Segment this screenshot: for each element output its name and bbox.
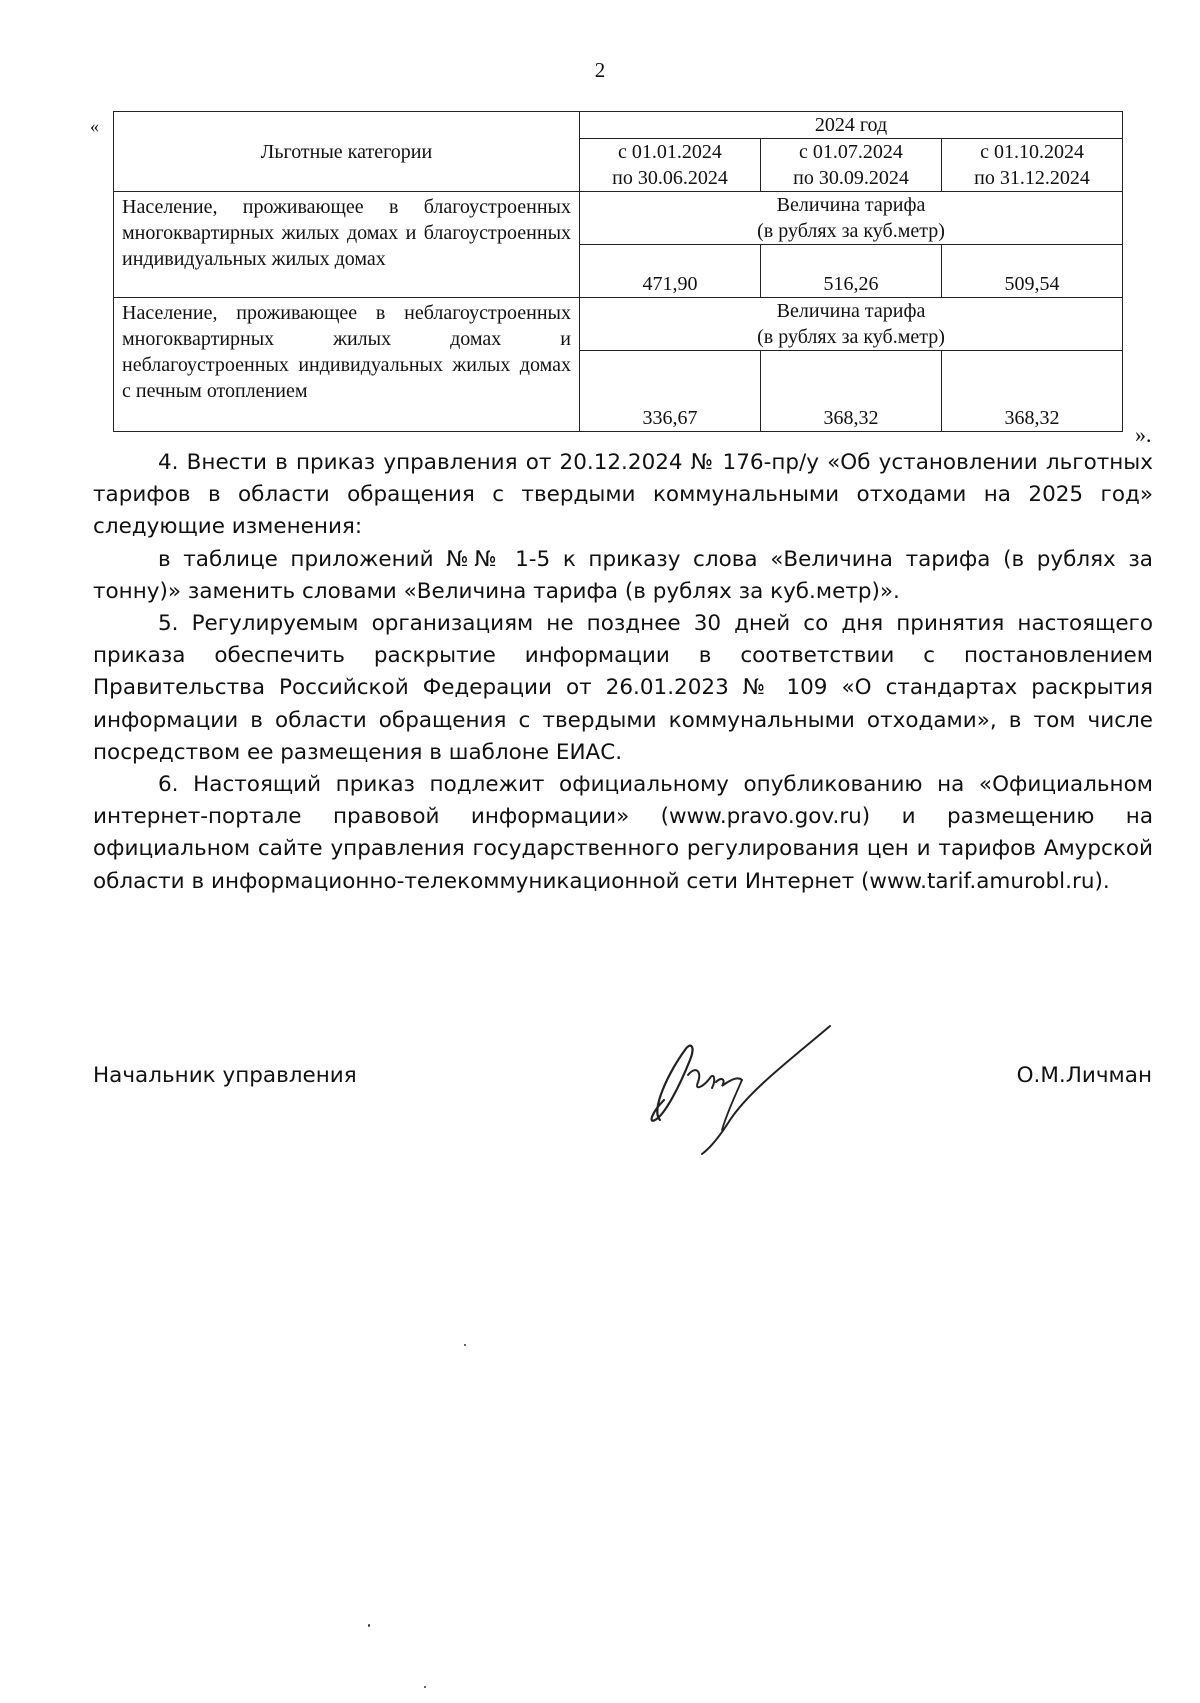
period-from: с 01.01.2024: [618, 141, 722, 163]
signatory-name: О.М.Личман: [1016, 1063, 1152, 1088]
paragraph-5: 5. Регулируемым организациям не позднее 30 дней со дня принятия настоящего приказа обеспечить раскрытие информации в соответствии с постановлением Правительства Российской Федерации от 26.01.2023 № 109 «О стандартах раскрытия информации в области обращения с твердыми коммунальными отходами», в том числе посредством ее размещения в шаблоне ЕИАС.: [93, 611, 1153, 765]
opening-quote: «: [90, 116, 99, 136]
handwritten-signature: [630, 1020, 840, 1160]
period-header-3: [942, 139, 1123, 192]
tariff-unit-line2: (в рублях за куб.метр): [757, 326, 945, 348]
period-to: по 31.12.2024: [974, 167, 1090, 189]
scan-speck: [424, 1686, 426, 1688]
paragraph-4-amendment: в таблице приложений №№ 1-5 к приказу слова «Величина тарифа (в рублях за тонну)» заменить словами «Величина тарифа (в рублях за куб.метр)».: [93, 546, 1153, 604]
period-from: с 01.10.2024: [980, 141, 1084, 163]
period-from: с 01.07.2024: [799, 141, 903, 163]
period-header-2: [761, 139, 942, 192]
tariff-unit-label: [580, 298, 1123, 351]
paragraph-4: 4. Внести в приказ управления от 20.12.2024 № 176-пр/у «Об установлении льготных тарифов в области обращения с твердыми коммунальными отходами на 2025 год» следующие изменения:: [93, 450, 1153, 540]
period-header-1: [580, 139, 761, 192]
category-header: Льготные категории: [114, 112, 580, 192]
order-body: [93, 447, 1153, 898]
tariff-unit-label: [580, 192, 1123, 245]
tariff-value: 509,54: [942, 245, 1123, 298]
tariff-value: 336,67: [580, 351, 761, 432]
scan-speck: [368, 1624, 370, 1627]
tariff-unit-line1: Величина тарифа: [776, 194, 926, 216]
paragraph-6: 6. Настоящий приказ подлежит официальному опубликованию на «Официальном интернет-портале правовой информации» (www.pravo.gov.ru) и размещению на официальном сайте управления государственного регулирования цен и тарифов Амурской области в информационно-телекоммуникационной сети Интернет (www.tarif.amurobl.ru).: [93, 772, 1153, 894]
tariff-value: 368,32: [942, 351, 1123, 432]
table-row-category: Население, проживающее в неблагоустроенных многоквартирных жилых домах и неблагоустроенных индивидуальных жилых домах с печным отоплением: [114, 298, 580, 432]
tariff-value: 471,90: [580, 245, 761, 298]
scan-speck: [464, 1344, 466, 1346]
signatory-title: Начальник управления: [93, 1063, 357, 1088]
page-number: 2: [594, 58, 606, 82]
closing-quote: ».: [1135, 422, 1152, 447]
tariff-unit-line2: (в рублях за куб.метр): [757, 220, 945, 242]
tariff-table: [113, 111, 1123, 432]
table-row-category: Население, проживающее в благоустроенных многоквартирных жилых домах и благоустроенных индивидуальных жилых домах: [114, 192, 580, 298]
period-to: по 30.06.2024: [612, 167, 728, 189]
period-to: по 30.09.2024: [793, 167, 909, 189]
tariff-value: 368,32: [761, 351, 942, 432]
tariff-unit-line1: Величина тарифа: [776, 300, 926, 322]
year-header: 2024 год: [580, 112, 1123, 139]
tariff-value: 516,26: [761, 245, 942, 298]
